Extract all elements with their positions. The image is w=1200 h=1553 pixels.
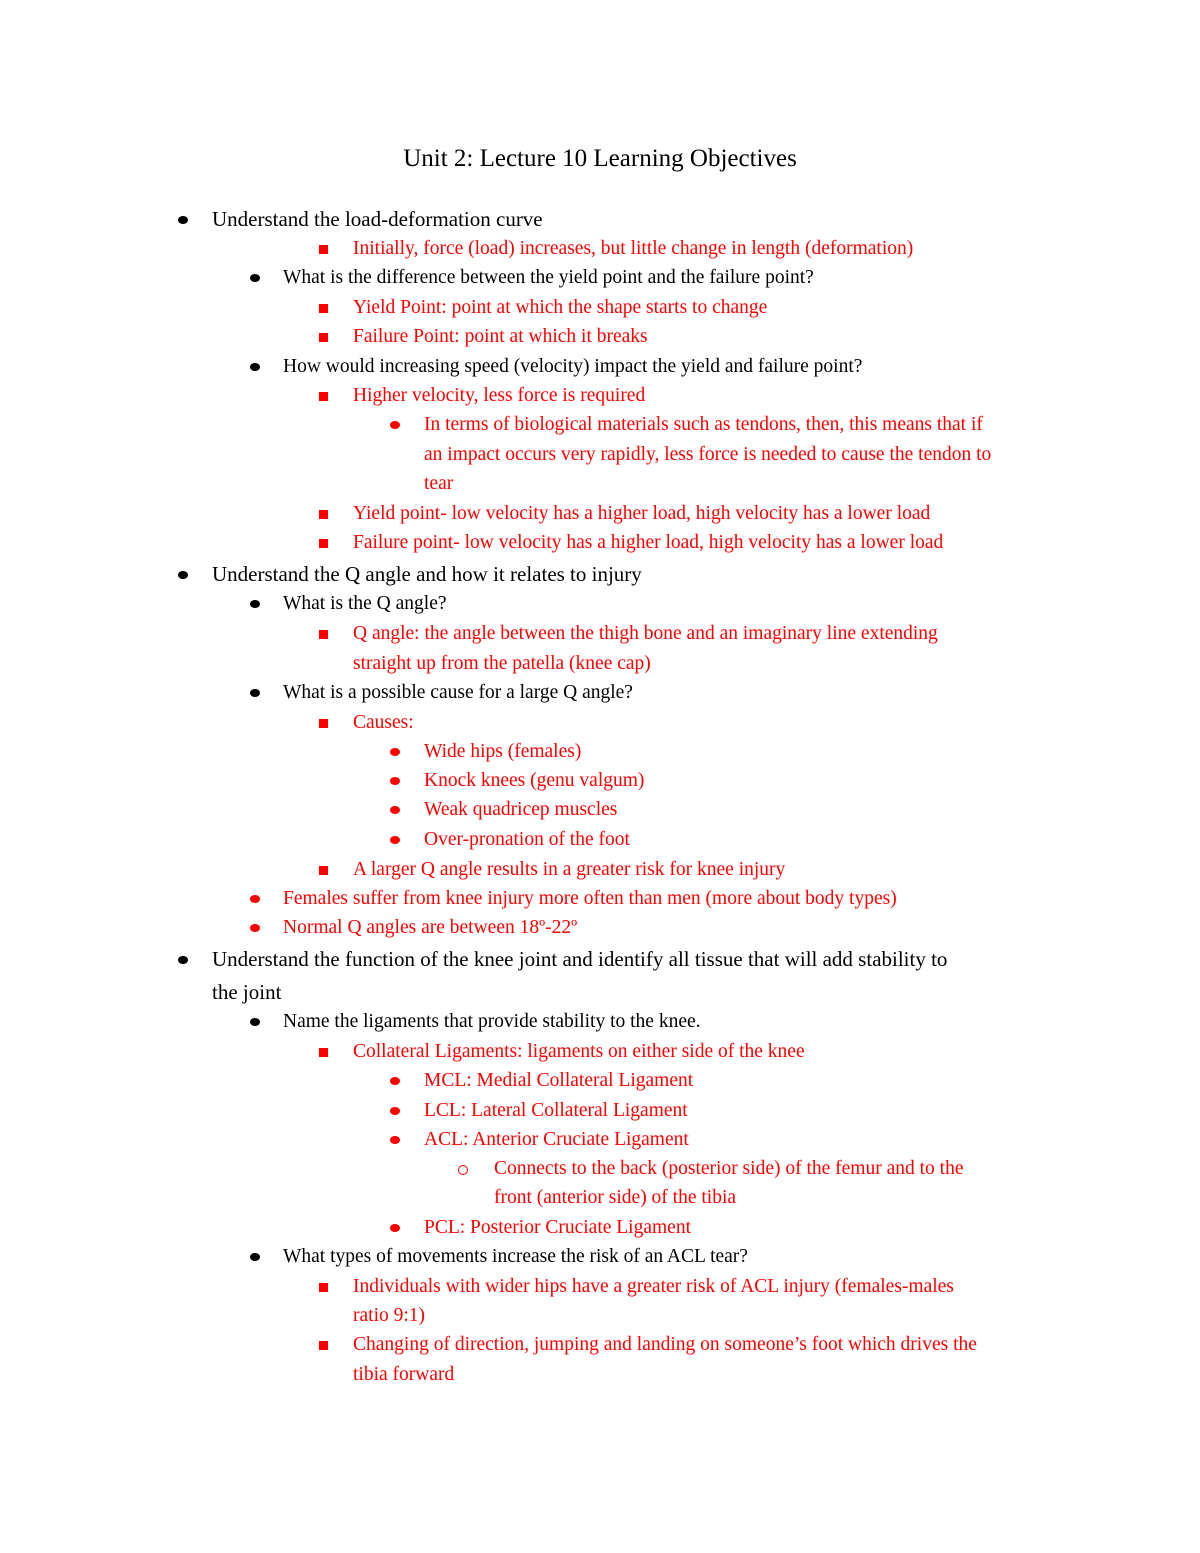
outline-item-line: Understand the function of the knee joint and identify all tissue that will add stability to	[212, 947, 948, 971]
outline-item-line: Failure point- low velocity has a higher load, high velocity has a lower load	[353, 532, 944, 553]
bullet-dot-icon	[250, 274, 260, 282]
outline-item-line: front (anterior side) of the tibia	[494, 1187, 737, 1208]
outline-item-line: Name the ligaments that provide stability to the knee.	[283, 1011, 701, 1032]
bullet-dot-icon	[390, 1107, 400, 1115]
outline-item-line: LCL: Lateral Collateral Ligament	[424, 1100, 688, 1121]
outline-item-line: Yield Point: point at which the shape starts to change	[353, 297, 768, 318]
bullet-square-icon	[319, 245, 328, 254]
outline-item-line: A larger Q angle results in a greater risk for knee injury	[353, 859, 786, 880]
outline-item-line: Understand the load-deformation curve	[212, 207, 543, 231]
outline-item-line: Wide hips (females)	[424, 741, 582, 762]
bullet-dot-icon	[178, 216, 188, 224]
bullet-square-icon	[319, 304, 328, 313]
outline-item-line: Initially, force (load) increases, but little change in length (deformation)	[353, 238, 914, 259]
bullet-square-icon	[319, 1341, 328, 1350]
outline-item-line: Higher velocity, less force is required	[353, 385, 646, 406]
bullet-square-icon	[319, 866, 328, 875]
bullet-dot-icon	[390, 1136, 400, 1144]
outline-item-line: ratio 9:1)	[353, 1305, 426, 1326]
outline-item-line: Knock knees (genu valgum)	[424, 770, 645, 791]
bullet-square-icon	[319, 392, 328, 401]
bullet-dot-icon	[390, 1077, 400, 1085]
bullet-dot-icon	[178, 571, 188, 579]
outline-item-line: Over-pronation of the foot	[424, 829, 630, 850]
outline-item-line: What is a possible cause for a large Q angle?	[283, 682, 633, 703]
outline-item-line: What types of movements increase the risk of an ACL tear?	[283, 1246, 748, 1267]
bullet-square-icon	[319, 333, 328, 342]
outline-item-line: Connects to the back (posterior side) of the femur and to the	[494, 1158, 964, 1179]
outline-item-line: Weak quadricep muscles	[424, 799, 618, 820]
bullet-circle-icon	[458, 1165, 468, 1175]
outline-item-line: ACL: Anterior Cruciate Ligament	[424, 1129, 689, 1150]
outline-item-line: straight up from the patella (knee cap)	[353, 653, 651, 674]
bullet-dot-icon	[250, 600, 260, 608]
bullet-square-icon	[319, 539, 328, 548]
page-title: Unit 2: Lecture 10 Learning Objectives	[403, 145, 797, 172]
bullet-dot-icon	[390, 836, 400, 844]
bullet-dot-icon	[250, 689, 260, 697]
bullet-square-icon	[319, 630, 328, 639]
bullet-square-icon	[319, 510, 328, 519]
bullet-dot-icon	[250, 1018, 260, 1026]
bullet-dot-icon	[390, 1224, 400, 1232]
outline-item-line: an impact occurs very rapidly, less force is needed to cause the tendon to	[424, 444, 992, 465]
outline-item-line: Causes:	[353, 712, 414, 733]
outline-item-line: Yield point- low velocity has a higher load, high velocity has a lower load	[353, 503, 931, 524]
bullet-dot-icon	[390, 806, 400, 814]
outline-item-line: What is the Q angle?	[283, 593, 447, 614]
bullet-square-icon	[319, 1048, 328, 1057]
bullet-dot-icon	[250, 895, 260, 903]
outline-item-line: Q angle: the angle between the thigh bone and an imaginary line extending	[353, 623, 938, 644]
outline-item-line: Females suffer from knee injury more often than men (more about body types)	[283, 888, 897, 909]
outline-item-line: MCL: Medial Collateral Ligament	[424, 1070, 694, 1091]
outline-item-line: tibia forward	[353, 1364, 455, 1385]
bullet-square-icon	[319, 719, 328, 728]
bullet-dot-icon	[250, 1253, 260, 1261]
outline-item-line: Understand the Q angle and how it relates to injury	[212, 562, 642, 586]
outline-item-line: How would increasing speed (velocity) impact the yield and failure point?	[283, 356, 863, 377]
outline-item-line: Failure Point: point at which it breaks	[353, 326, 648, 347]
outline-item-line: tear	[424, 473, 454, 494]
bullet-square-icon	[319, 1283, 328, 1292]
outline-item-line: In terms of biological materials such as tendons, then, this means that if	[424, 414, 983, 435]
outline-item-line: Collateral Ligaments: ligaments on either side of the knee	[353, 1041, 805, 1062]
bullet-dot-icon	[250, 924, 260, 932]
bullet-dot-icon	[390, 777, 400, 785]
outline-item-line: PCL: Posterior Cruciate Ligament	[424, 1217, 691, 1238]
outline-item-line: Changing of direction, jumping and landing on someone’s foot which drives the	[353, 1334, 977, 1355]
outline-item-line: Normal Q angles are between 18º-22º	[283, 917, 578, 938]
bullet-dot-icon	[390, 421, 400, 429]
outline-item-line: Individuals with wider hips have a greater risk of ACL injury (females-males	[353, 1276, 954, 1297]
outline-item-line: What is the difference between the yield point and the failure point?	[283, 267, 814, 288]
bullet-dot-icon	[178, 956, 188, 964]
bullet-dot-icon	[250, 363, 260, 371]
outline-item-line: the joint	[212, 980, 282, 1004]
bullet-dot-icon	[390, 748, 400, 756]
